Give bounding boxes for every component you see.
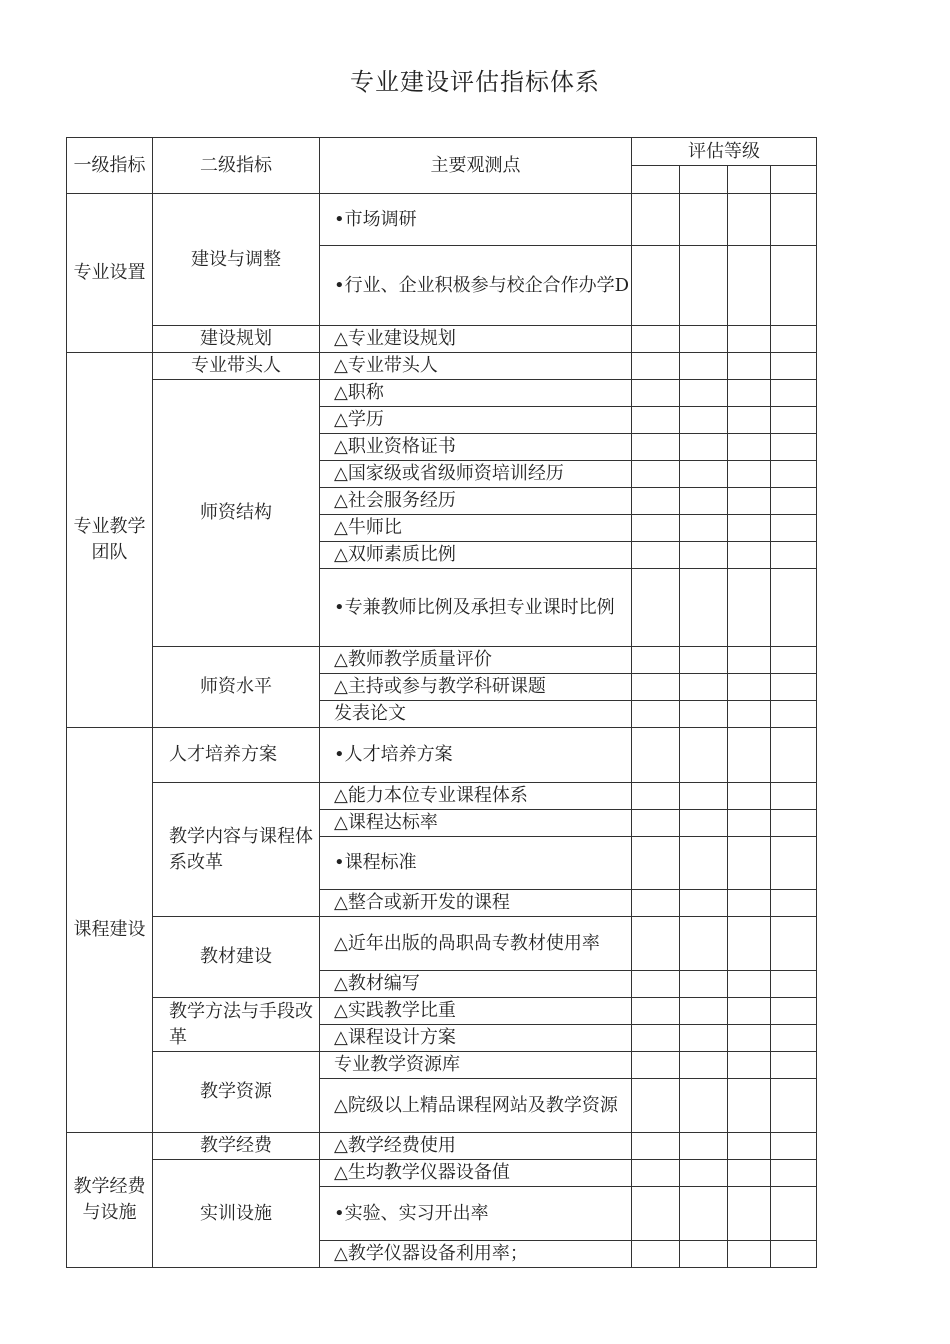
observation-cell: △课程设计方案: [320, 1025, 632, 1052]
observation-cell: △社会服务经历: [320, 488, 632, 515]
observation-cell: •市场调研: [320, 194, 632, 246]
level2-cell: 师资水平: [153, 647, 320, 728]
observation-cell: △国家级或省级师资培训经历: [320, 461, 632, 488]
level2-cell: 教学内容与课程体系改革: [153, 783, 320, 917]
header-level1: 一级指标: [67, 138, 153, 194]
level2-cell: 建设与调整: [153, 194, 320, 326]
observation-cell: △职业资格证书: [320, 434, 632, 461]
observation-cell: •专兼教师比例及承担专业课时比例: [320, 569, 632, 647]
level2-cell: 师资结构: [153, 380, 320, 647]
observation-cell: △学历: [320, 407, 632, 434]
header-grade: 评估等级: [632, 138, 817, 166]
observation-cell: △专业带头人: [320, 353, 632, 380]
level1-cell: 专业设置: [67, 194, 153, 353]
observation-cell: △职称: [320, 380, 632, 407]
observation-cell: △教学仪器设备利用率；: [320, 1241, 632, 1268]
level2-cell: 实训设施: [153, 1160, 320, 1268]
level2-cell: 人才培养方案: [153, 728, 320, 783]
observation-cell: △生均教学仪器设备值: [320, 1160, 632, 1187]
observation-cell: △牛师比: [320, 515, 632, 542]
observation-cell: △教材编写: [320, 971, 632, 998]
level2-cell: 专业带头人: [153, 353, 320, 380]
observation-cell: △专业建设规划: [320, 326, 632, 353]
observation-cell: •行业、企业积极参与校企合作办学D: [320, 246, 632, 326]
header-level2: 二级指标: [153, 138, 320, 194]
grade-cell: [632, 166, 680, 194]
observation-cell: △院级以上精品课程网站及教学资源: [320, 1079, 632, 1133]
level2-cell: 建设规划: [153, 326, 320, 353]
observation-cell: △能力本位专业课程体系: [320, 783, 632, 810]
observation-cell: △双师素质比例: [320, 542, 632, 569]
level2-cell: 教材建设: [153, 917, 320, 998]
observation-cell: △教学经费使用: [320, 1133, 632, 1160]
level2-cell: 教学资源: [153, 1052, 320, 1133]
header-observation: 主要观测点: [320, 138, 632, 194]
observation-cell: •人才培养方案: [320, 728, 632, 783]
observation-cell: •实验、实习开出率: [320, 1187, 632, 1241]
observation-cell: △实践教学比重: [320, 998, 632, 1025]
level1-cell: 教学经费与设施: [67, 1133, 153, 1268]
observation-cell: 专业教学资源库: [320, 1052, 632, 1079]
level1-cell: 专业教学团队: [67, 353, 153, 728]
grade-cell: [771, 166, 817, 194]
observation-cell: △整合或新开发的课程: [320, 890, 632, 917]
evaluation-table: [66, 137, 817, 1268]
level1-cell: 课程建设: [67, 728, 153, 1133]
observation-cell: △教师教学质量评价: [320, 647, 632, 674]
grade-cell: [680, 166, 728, 194]
observation-cell: △主持或参与教学科研课题: [320, 674, 632, 701]
observation-cell: 发表论文: [320, 701, 632, 728]
observation-cell: △近年出版的咼职咼专教材使用率: [320, 917, 632, 971]
level2-cell: 教学方法与手段改革: [153, 998, 320, 1052]
level2-cell: 教学经费: [153, 1133, 320, 1160]
page-title: 专业建设评估指标体系: [350, 68, 600, 96]
grade-cell: [728, 166, 771, 194]
observation-cell: •课程标准: [320, 837, 632, 890]
observation-cell: △课程达标率: [320, 810, 632, 837]
